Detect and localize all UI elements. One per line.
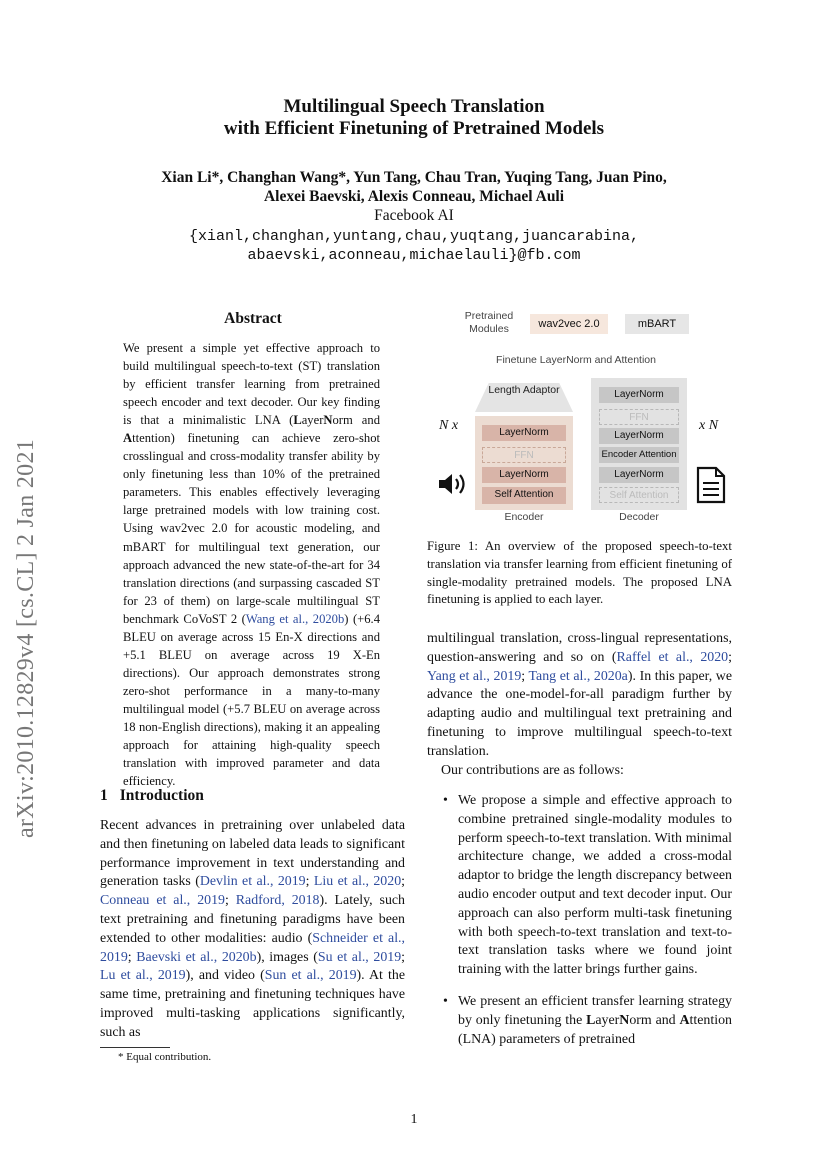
encoder-label: Encoder bbox=[504, 511, 544, 523]
citation-link[interactable]: Tang et al., 2020a bbox=[528, 668, 628, 684]
citation-link[interactable]: Raffel et al., 2020 bbox=[616, 649, 729, 665]
paper-title bbox=[0, 96, 828, 140]
citation-link[interactable]: Baevski et al., 2020b bbox=[136, 949, 257, 965]
list-item: • We present an efficient transfer learning strategy by only finetuning the LayerNorm and Attention (LNA) parameters of pretrained bbox=[441, 993, 732, 1049]
authors bbox=[0, 168, 828, 206]
emails-line-1: {xianl,changhan,yuntang,chau,yuqtang,juancarabina, bbox=[188, 228, 640, 245]
decoder-layernorm-3: LayerNorm bbox=[599, 467, 679, 483]
mbart-module-box: mBART bbox=[625, 314, 689, 334]
document-icon bbox=[695, 466, 727, 504]
citation-link[interactable]: Sun et al., 2019 bbox=[264, 968, 357, 984]
citation-link[interactable]: Su et al., 2019 bbox=[317, 949, 402, 965]
decoder-layernorm-1: LayerNorm bbox=[599, 387, 679, 403]
title-line-1: Multilingual Speech Translation bbox=[283, 96, 545, 117]
section-heading-introduction: 1 Introduction bbox=[100, 787, 204, 804]
citation-link[interactable]: Conneau et al., 2019 bbox=[100, 893, 225, 909]
list-item: • We propose a simple and effective approach to combine pretrained single-modality modules to perform speech-to-text translation. With minimal architecture change, we added a cross-modal adaptor to bridge the length discrepancy between audio encoder output and text decoder input. Our approach can also perform multi-task finetuning with both speech-to-text translation and text-to-text translation tasks where we found joint training with the latter brings further gains. bbox=[441, 792, 732, 980]
pretrained-modules-label: Pretrained Modules bbox=[464, 310, 514, 335]
encoder-layernorm-bottom: LayerNorm bbox=[482, 467, 566, 483]
length-adaptor-label: Length Adaptor bbox=[488, 384, 560, 396]
decoder-encoder-attention: Encoder Attention bbox=[599, 447, 679, 463]
emails bbox=[0, 227, 828, 265]
citation-link[interactable]: Yang et al., 2019 bbox=[427, 668, 522, 684]
citation-link[interactable]: Lu et al., 2019 bbox=[100, 968, 186, 984]
arxiv-stamp: arXiv:2010.12829v4 [cs.CL] 2 Jan 2021 bbox=[13, 438, 39, 838]
abstract-heading: Abstract bbox=[224, 310, 282, 327]
footnote-rule bbox=[100, 1047, 170, 1048]
decoder-ffn: FFN bbox=[599, 409, 679, 425]
authors-line-2: Alexei Baevski, Alexis Conneau, Michael Auli bbox=[263, 188, 565, 205]
figure-1-caption: Figure 1: An overview of the proposed speech-to-text translation via transfer learning from efficient finetuning of single-modality pretrained models. The proposed LNA finetuning is applied to each layer. bbox=[427, 539, 732, 607]
abstract-text: We present a simple yet effective approach to build multilingual speech-to-text (ST) translation by efficient transfer learning from pretrained speech encoder and text decoder. Our key finding is that a minimalistic LNA (LayerNorm and Attention) finetuning can achieve zero-shot crosslingual and cross-modality transfer ability by only finetuning less than 10% of the pretrained parameters. This enables effectively leveraging large pretrained models with low training cost. Using wav2vec 2.0 for acoustic modeling, and mBART for multilingual text generation, our approach advanced the new state-of-the-art for 34 translation directions (and surpassing cascaded ST for 23 of them) on large-scale multilingual ST benchmark CoVoST 2 (Wang et al., 2020b) (+6.4 BLEU on average across 15 En-X directions and +5.1 BLEU on average across 19 X-En directions). Our approach demonstrates strong zero-shot performance in a many-to-many multilingual model (+5.7 BLEU on average across 18 non-English directions), making it an appealing approach for attaining high-quality speech translation with improved parameter and data efficiency. bbox=[123, 341, 380, 789]
encoder-ffn: FFN bbox=[482, 447, 566, 463]
citation-link[interactable]: Devlin et al., 2019 bbox=[199, 874, 306, 890]
contributions-intro: Our contributions are as follows: bbox=[441, 763, 624, 778]
finetune-label: Finetune LayerNorm and Attention bbox=[496, 354, 656, 366]
decoder-self-attention: Self Attention bbox=[599, 487, 679, 503]
authors-line-1: Xian Li*, Changhan Wang*, Yun Tang, Chau Tran, Yuqing Tang, Juan Pino, bbox=[161, 169, 667, 186]
right-column-paragraph: multilingual translation, cross-lingual representations, question-answering and so on (Raffel et al., 2020; Yang et al., 2019; Tang et al., 2020a). In this paper, we advance the one-model-for-all paradigm further by adapting audio and multilingual text pretraining and finetuning to improve multilingual speech-to-text translation. bbox=[427, 631, 732, 759]
speaker-icon bbox=[437, 470, 469, 498]
encoder-layernorm-top: LayerNorm bbox=[482, 425, 566, 441]
wav2vec-module-box: wav2vec 2.0 bbox=[530, 314, 608, 334]
emails-line-2: abaevski,aconneau,michaelauli}@fb.com bbox=[247, 247, 581, 264]
citation-link[interactable]: Radford, 2018 bbox=[235, 893, 320, 909]
citation-link[interactable]: Liu et al., 2020 bbox=[313, 874, 402, 890]
citation-link[interactable]: Wang et al., 2020b bbox=[245, 611, 345, 626]
introduction-text: Recent advances in pretraining over unlabeled data and then finetuning on labeled data leads to significant performance improvement in text understanding and generation tasks (Devlin et al., 2019; Liu et al., 2020; Conneau et al., 2019; Radford, 2018). Lately, such text pretraining and finetuning paradigms have been extended to other modalities: audio (Schneider et al., 2019; Baevski et al., 2020b), images (Su et al., 2019; Lu et al., 2019), and video (Sun et al., 2019). At the same time, pretraining and finetuning techniques have improved multi-tasking applications significantly, such as bbox=[100, 818, 406, 1040]
figure-1-diagram bbox=[425, 300, 735, 530]
citation-link[interactable]: Schneider et al., 2019 bbox=[100, 930, 406, 965]
encoder-self-attention: Self Attention bbox=[482, 487, 566, 504]
title-line-2: with Efficient Finetuning of Pretrained Models bbox=[223, 118, 605, 139]
footnote: * Equal contribution. bbox=[118, 1051, 212, 1063]
n-times-right: x N bbox=[699, 418, 719, 433]
decoder-label: Decoder bbox=[619, 511, 659, 523]
decoder-layernorm-2: LayerNorm bbox=[599, 428, 679, 444]
contributions-list bbox=[441, 792, 732, 1062]
n-times-left: N x bbox=[439, 418, 459, 433]
page-number: 1 bbox=[410, 1112, 418, 1127]
affiliation: Facebook AI bbox=[374, 207, 454, 224]
